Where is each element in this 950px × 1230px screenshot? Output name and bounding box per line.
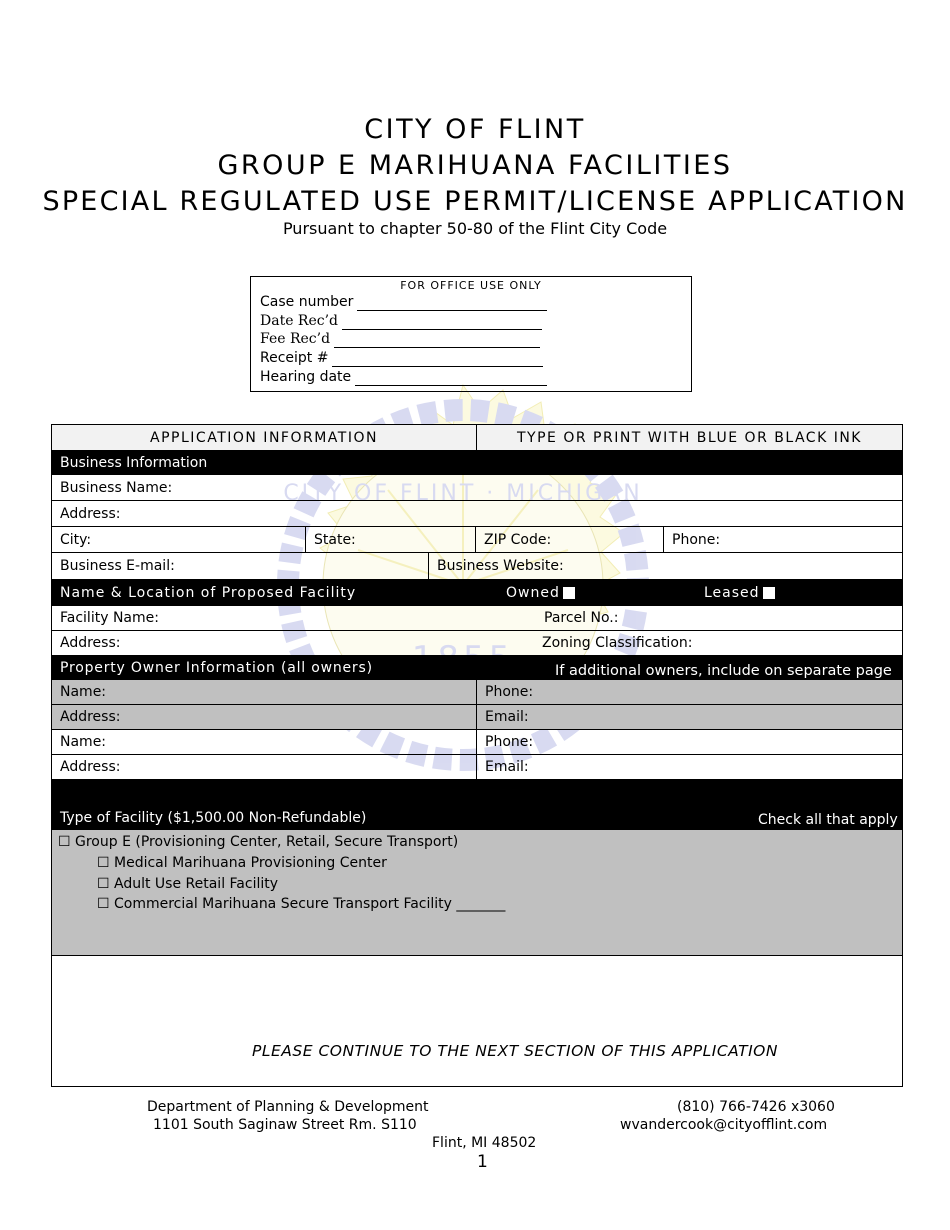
owner1-email-field[interactable]: Email: bbox=[476, 705, 902, 729]
facility-type-options bbox=[52, 830, 902, 956]
facility-address-row bbox=[52, 631, 902, 656]
office-case-number bbox=[260, 293, 547, 311]
leased-checkbox[interactable] bbox=[763, 587, 775, 599]
check-all-note: Check all that apply bbox=[758, 812, 898, 828]
parcel-field[interactable]: Parcel No.: bbox=[544, 610, 619, 626]
type-section-title: Type of Facility ($1,500.00 Non-Refundable) bbox=[60, 809, 367, 826]
title-city: CITY OF FLINT bbox=[364, 114, 586, 145]
facility-section-title: Name & Location of Proposed Facility bbox=[60, 584, 357, 601]
owner-section-band bbox=[52, 656, 902, 680]
date-received-field[interactable] bbox=[342, 315, 542, 330]
owner2-name-row bbox=[52, 730, 902, 755]
receipt-label: Receipt # bbox=[260, 350, 329, 366]
owner1-name-field[interactable]: Name: bbox=[60, 684, 107, 700]
facility-name-field[interactable]: Facility Name: bbox=[60, 610, 159, 626]
owner-note: If additional owners, include on separate page bbox=[555, 663, 892, 679]
state-field[interactable]: State: bbox=[305, 527, 475, 552]
owner2-name-field[interactable]: Name: bbox=[60, 734, 107, 750]
owner2-phone-field[interactable]: Phone: bbox=[476, 730, 902, 754]
facility-section-band bbox=[52, 580, 902, 606]
receipt-field[interactable] bbox=[332, 352, 543, 367]
ink-note: TYPE OR PRINT WITH BLUE OR BLACK INK bbox=[476, 425, 902, 450]
app-info-title: APPLICATION INFORMATION bbox=[150, 429, 378, 446]
facility-name-row bbox=[52, 606, 902, 631]
footer-city: Flint, MI 48502 bbox=[432, 1135, 537, 1151]
option-adult-use-retail[interactable]: ☐ Adult Use Retail Facility bbox=[97, 876, 279, 892]
leased-label: Leased bbox=[704, 584, 760, 601]
city-field[interactable]: City: bbox=[60, 531, 92, 548]
owner1-address-field[interactable]: Address: bbox=[60, 709, 121, 725]
city-state-zip-row bbox=[52, 527, 902, 553]
owner1-phone-field[interactable]: Phone: bbox=[476, 680, 902, 704]
office-fee-received bbox=[260, 330, 540, 348]
business-email-field[interactable]: Business E-mail: bbox=[60, 558, 175, 574]
owner-section-title: Property Owner Information (all owners) bbox=[60, 659, 373, 676]
date-received-label: Date Rec’d bbox=[260, 313, 339, 329]
case-number-label: Case number bbox=[260, 294, 354, 310]
continue-note: PLEASE CONTINUE TO THE NEXT SECTION OF THIS APPLICATION bbox=[252, 1042, 778, 1060]
option-secure-transport[interactable]: ☐ Commercial Marihuana Secure Transport Facility _______ bbox=[97, 896, 506, 912]
fee-received-field[interactable] bbox=[334, 333, 540, 348]
seal-name-text: CITY OF FLINT · MICHIGAN bbox=[283, 481, 643, 506]
business-name-row[interactable] bbox=[52, 475, 902, 501]
zip-field[interactable]: ZIP Code: bbox=[475, 527, 663, 552]
business-section-band bbox=[52, 451, 902, 475]
facility-address-field[interactable]: Address: bbox=[60, 635, 121, 651]
office-use-box bbox=[250, 276, 692, 392]
zoning-field[interactable]: Zoning Classification: bbox=[542, 635, 693, 651]
owned-checkbox[interactable] bbox=[563, 587, 575, 599]
title-facilities: GROUP E MARIHUANA FACILITIES bbox=[217, 150, 733, 181]
fee-received-label: Fee Rec’d bbox=[260, 331, 331, 347]
case-number-field[interactable] bbox=[357, 296, 547, 311]
business-address-row[interactable] bbox=[52, 501, 902, 527]
business-name-label: Business Name: bbox=[60, 479, 173, 496]
email-website-row bbox=[52, 553, 902, 580]
footer-street: 1101 South Saginaw Street Rm. S110 bbox=[153, 1117, 417, 1133]
owned-option[interactable] bbox=[498, 580, 618, 605]
app-info-header-row bbox=[52, 425, 902, 451]
title-application: SPECIAL REGULATED USE PERMIT/LICENSE APPLICATION bbox=[42, 186, 908, 217]
owned-label: Owned bbox=[506, 584, 560, 601]
business-address-label: Address: bbox=[60, 505, 121, 522]
business-website-field[interactable]: Business Website: bbox=[428, 553, 902, 579]
option-group-e[interactable]: ☐ Group E (Provisioning Center, Retail, Secure Transport) bbox=[58, 834, 459, 850]
subtitle: Pursuant to chapter 50-80 of the Flint City Code bbox=[282, 219, 668, 238]
owner2-address-row bbox=[52, 755, 902, 780]
office-use-heading: FOR OFFICE USE ONLY bbox=[400, 279, 542, 292]
office-receipt bbox=[260, 349, 543, 367]
option-provisioning-center[interactable]: ☐ Medical Marihuana Provisioning Center bbox=[97, 855, 387, 871]
hearing-date-label: Hearing date bbox=[260, 369, 352, 385]
business-phone-field[interactable]: Phone: bbox=[663, 527, 902, 552]
hearing-date-field[interactable] bbox=[355, 371, 547, 386]
application-form bbox=[51, 424, 903, 1087]
footer-email[interactable]: wvandercook@cityofflint.com bbox=[620, 1117, 828, 1133]
page-number: 1 bbox=[477, 1152, 488, 1172]
type-section-band bbox=[52, 780, 902, 830]
owner2-address-field[interactable]: Address: bbox=[60, 759, 121, 775]
footer-phone: (810) 766-7426 x3060 bbox=[677, 1099, 835, 1115]
office-hearing-date bbox=[260, 368, 547, 386]
footer-department: Department of Planning & Development bbox=[147, 1099, 429, 1115]
owner1-address-row bbox=[52, 705, 902, 730]
leased-option[interactable] bbox=[696, 580, 816, 605]
business-section-title: Business Information bbox=[60, 454, 208, 471]
office-date-received bbox=[260, 312, 542, 330]
owner2-email-field[interactable]: Email: bbox=[476, 755, 902, 779]
owner1-name-row bbox=[52, 680, 902, 705]
